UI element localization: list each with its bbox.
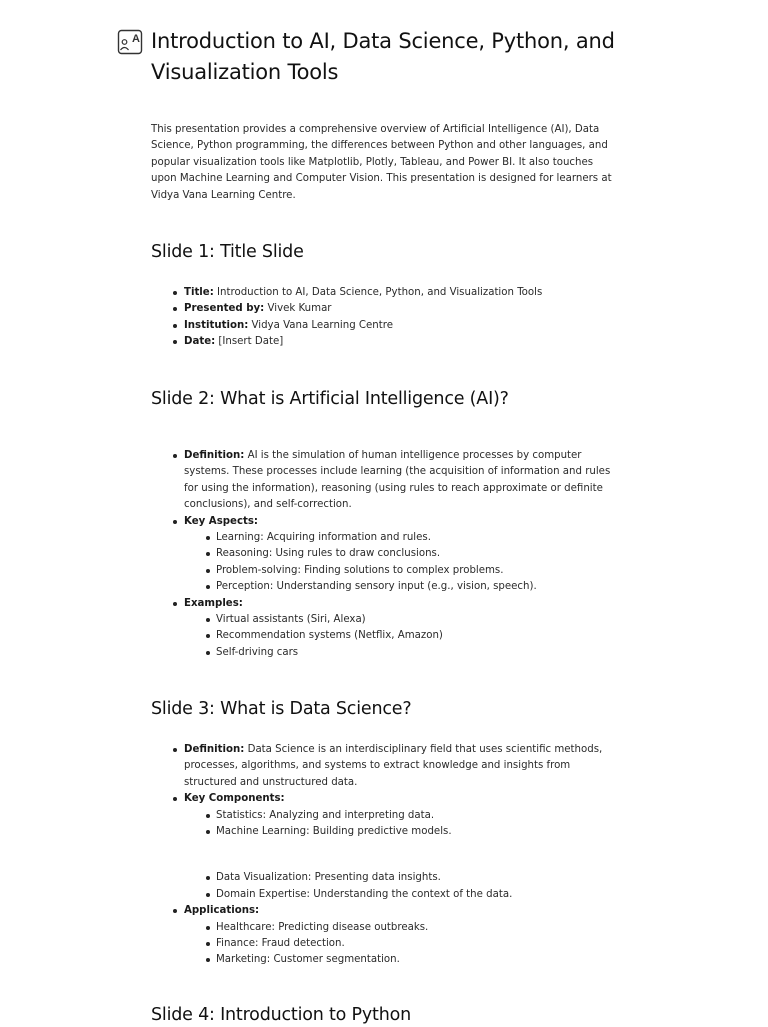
list-item: Presented by: Vivek Kumar xyxy=(174,301,622,317)
list-item: Virtual assistants (Siri, Alexa) xyxy=(216,612,622,628)
examples-sublist xyxy=(216,612,622,661)
page-title: Introduction to AI, Data Science, Python, and Visualization Tools xyxy=(151,29,615,84)
list-item: Title: Introduction to AI, Data Science, Python, and Visualization Tools xyxy=(174,285,622,301)
list-item: Applications: Healthcare: Predicting disease outbreaks. Finance: Fraud detection. Marketing: Customer segmentation. xyxy=(174,903,622,969)
list-item: Problem-solving: Finding solutions to complex problems. xyxy=(216,563,622,579)
aspects-sublist xyxy=(216,530,622,596)
slide1-list xyxy=(174,285,622,351)
slide2-list xyxy=(174,448,622,661)
list-item: Healthcare: Predicting disease outbreaks. xyxy=(216,920,622,936)
list-item: Key Aspects: Learning: Acquiring information and rules. Reasoning: Using rules to draw conclusions. Problem-solving: Finding solutions to complex problems. Perception: Understanding sensory input (e.g., vision, speech). xyxy=(174,514,622,596)
list-item: Learning: Acquiring information and rules. xyxy=(216,530,622,546)
list-item: Data Visualization: Presenting data insights. xyxy=(216,870,622,886)
components-sublist-continued xyxy=(216,870,622,903)
slide4-heading: Slide 4: Introduction to Python xyxy=(151,1005,411,1025)
list-item: Finance: Fraud detection. xyxy=(216,936,622,952)
list-item: Key Components: Statistics: Analyzing and interpreting data. Machine Learning: Building predictive models. Data Visualization: Presenting data insights. Domain Expertise: Understanding the context of the data. xyxy=(174,791,622,903)
slide3-heading: Slide 3: What is Data Science? xyxy=(151,699,412,719)
list-item: Perception: Understanding sensory input (e.g., vision, speech). xyxy=(216,579,622,595)
list-item: Marketing: Customer segmentation. xyxy=(216,952,622,968)
applications-sublist xyxy=(216,920,622,969)
slide2-heading: Slide 2: What is Artificial Intelligence (AI)? xyxy=(151,389,509,409)
list-item: Statistics: Analyzing and interpreting data. xyxy=(216,808,622,824)
svg-text:A: A xyxy=(132,33,140,45)
list-item: Reasoning: Using rules to draw conclusions. xyxy=(216,546,622,562)
list-item: Machine Learning: Building predictive models. xyxy=(216,824,622,840)
list-item: Domain Expertise: Understanding the context of the data. xyxy=(216,887,622,903)
list-item: Institution: Vidya Vana Learning Centre xyxy=(174,318,622,334)
components-sublist xyxy=(216,808,622,841)
spacer xyxy=(184,840,622,870)
presentation-translate-icon xyxy=(117,29,143,55)
list-item: Examples: Virtual assistants (Siri, Alexa) Recommendation systems (Netflix, Amazon) Self-driving cars xyxy=(174,596,622,662)
list-item: Recommendation systems (Netflix, Amazon) xyxy=(216,628,622,644)
slide3-list xyxy=(174,742,622,969)
list-item: Self-driving cars xyxy=(216,645,622,661)
list-item: Definition: AI is the simulation of human intelligence processes by computer systems. These processes include learning (the acquisition of information and rules for using the information), reasoning (using rules to reach approximate or definite conclusions), and self-correction. xyxy=(174,448,622,514)
slide1-heading: Slide 1: Title Slide xyxy=(151,242,304,262)
list-item: Date: [Insert Date] xyxy=(174,334,622,350)
intro-paragraph: This presentation provides a comprehensive overview of Artificial Intelligence (AI), Data Science, Python programming, the differences between Python and other languages, and popular visualization tools like Matplotlib, Plotly, Tableau, and Power BI. It also touches upon Machine Learning and Computer Vision. This presentation is designed for learners at Vidya Vana Learning Centre. xyxy=(151,124,612,201)
list-item: Definition: Data Science is an interdisciplinary field that uses scientific methods, processes, algorithms, and systems to extract knowledge and insights from structured and unstructured data. xyxy=(174,742,622,791)
